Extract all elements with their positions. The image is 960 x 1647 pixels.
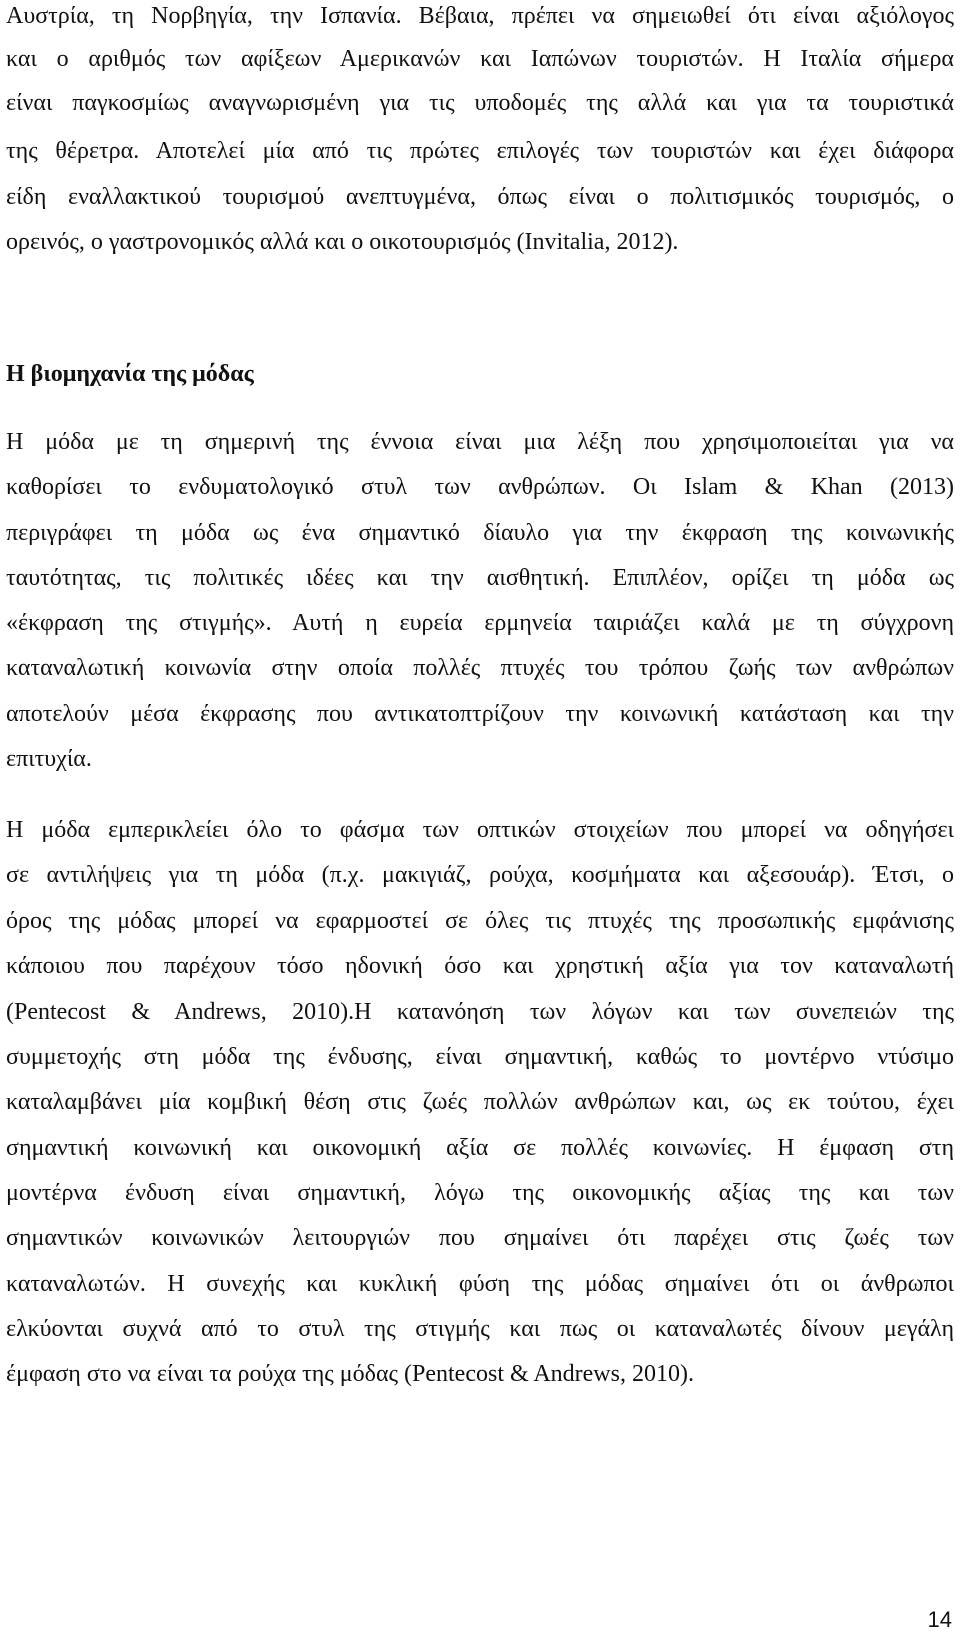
paragraph-line: «έκφραση της στιγμής». Αυτή η ευρεία ερμηνεία ταιριάζει καλά με τη σύγχρονη <box>6 610 954 636</box>
paragraph-line: ελκύονται συχνά από το στυλ της στιγμής και πως οι καταναλωτές δίνουν μεγάλη <box>6 1316 954 1342</box>
paragraph-line: κάποιου που παρέχουν τόσο ηδονική όσο και χρηστική αξία για τον καταναλωτή <box>6 953 954 979</box>
paragraph-line: καταναλωτών. Η συνεχής και κυκλική φύση της μόδας σημαίνει ότι οι άνθρωποι <box>6 1271 954 1297</box>
paragraph-line: έμφαση στο να είναι τα ρούχα της μόδας (Pentecost & Andrews, 2010). <box>6 1361 694 1387</box>
paragraph-line: και ο αριθμός των αφίξεων Αμερικανών και Ιαπώνων τουριστών. Η Ιταλία σήμερα <box>6 46 954 72</box>
paragraph-line: επιτυχία. <box>6 746 92 772</box>
paragraph-line: όρος της μόδας μπορεί να εφαρμοστεί σε όλες τις πτυχές της προσωπικής εμφάνισης <box>6 908 954 934</box>
paragraph-line: σημαντικών κοινωνικών λειτουργιών που σημαίνει ότι παρέχει στις ζωές των <box>6 1225 954 1251</box>
paragraph-line: σε αντιλήψεις για τη μόδα (π.χ. μακιγιάζ, ρούχα, κοσμήματα και αξεσουάρ). Έτσι, ο <box>6 862 954 888</box>
paragraph-line: Η μόδα με τη σημερινή της έννοια είναι μια λέξη που χρησιμοποιείται για να <box>6 429 954 455</box>
paragraph-line: συμμετοχής στη μόδα της ένδυσης, είναι σημαντική, καθώς το μοντέρνο ντύσιμο <box>6 1044 954 1070</box>
paragraph-line: της θέρετρα. Αποτελεί μία από τις πρώτες επιλογές των τουριστών και έχει διάφορα <box>6 138 954 164</box>
section-heading: Η βιομηχανία της μόδας <box>6 361 254 387</box>
paragraph-line: καθορίσει το ενδυματολογικό στυλ των ανθρώπων. Οι Islam & Khan (2013) <box>6 474 954 500</box>
paragraph-line: μοντέρνα ένδυση είναι σημαντική, λόγω της οικονομικής αξίας της και των <box>6 1180 954 1206</box>
page-number: 14 <box>927 1607 952 1632</box>
paragraph-line: αποτελούν μέσα έκφρασης που αντικατοπτρίζουν την κοινωνική κατάσταση και την <box>6 701 954 727</box>
paragraph-line: είδη εναλλακτικού τουρισμού ανεπτυγμένα, όπως είναι ο πολιτισμικός τουρισμός, ο <box>6 184 954 210</box>
paragraph-line: Η μόδα εμπερικλείει όλο το φάσμα των οπτικών στοιχείων που μπορεί να οδηγήσει <box>6 817 954 843</box>
paragraph-line: (Pentecost & Andrews, 2010).Η κατανόηση των λόγων και των συνεπειών της <box>6 999 954 1025</box>
paragraph-line: περιγράφει τη μόδα ως ένα σημαντικό δίαυλο για την έκφραση της κοινωνικής <box>6 520 954 546</box>
paragraph-line: καταναλωτική κοινωνία στην οποία πολλές πτυχές του τρόπου ζωής των ανθρώπων <box>6 655 954 681</box>
paragraph-line: σημαντική κοινωνική και οικονομική αξία σε πολλές κοινωνίες. Η έμφαση στη <box>6 1135 954 1161</box>
paragraph-line: ορεινός, ο γαστρονομικός αλλά και ο οικοτουρισμός (Invitalia, 2012). <box>6 229 679 255</box>
paragraph-line: είναι παγκοσμίως αναγνωρισμένη για τις υποδομές της αλλά και για τα τουριστικά <box>6 90 954 116</box>
paragraph-line: Αυστρία, τη Νορβηγία, την Ισπανία. Βέβαια, πρέπει να σημειωθεί ότι είναι αξιόλογος <box>6 3 954 29</box>
paragraph-line: καταλαμβάνει μία κομβική θέση στις ζωές πολλών ανθρώπων και, ως εκ τούτου, έχει <box>6 1089 954 1115</box>
paragraph-line: ταυτότητας, τις πολιτικές ιδέες και την αισθητική. Επιπλέον, ορίζει τη μόδα ως <box>6 565 954 591</box>
